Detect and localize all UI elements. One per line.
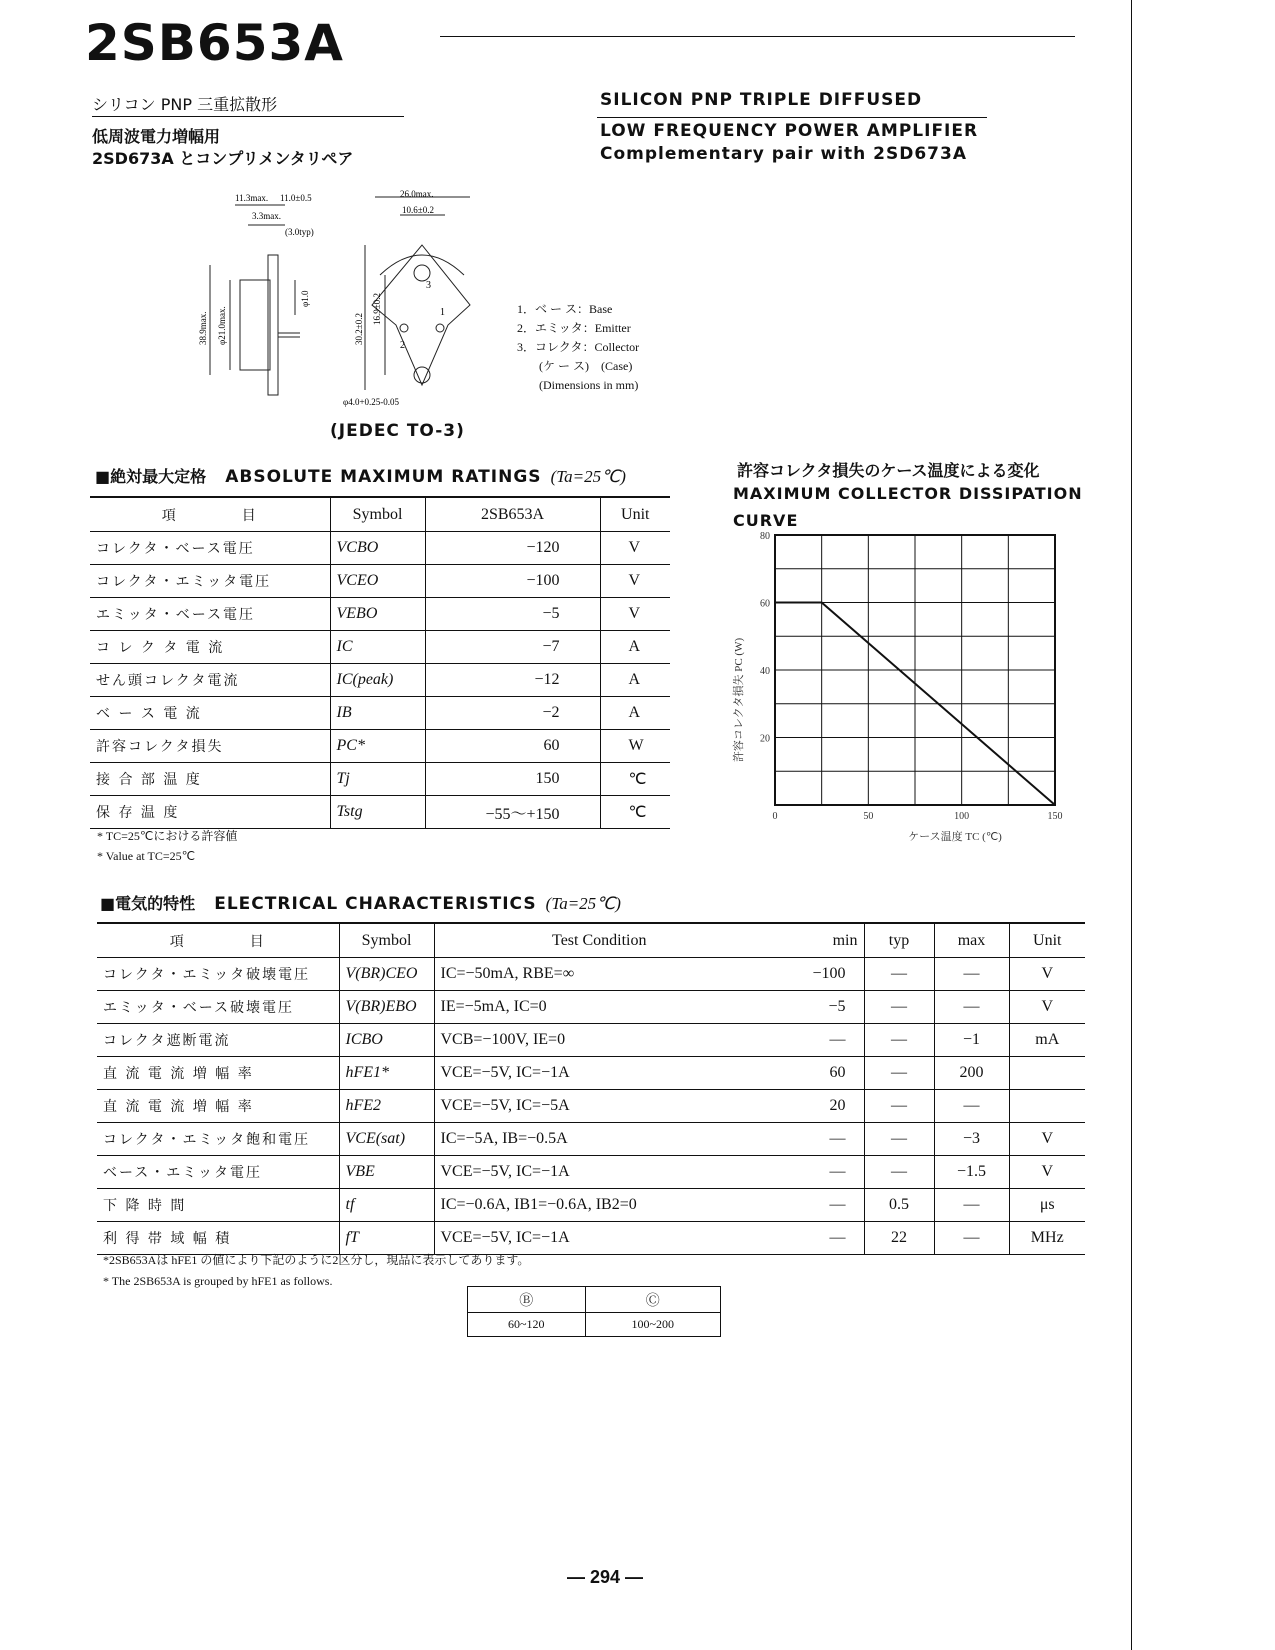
row-item: 接 合 部 温 度 [96,772,202,788]
x-tick-label: 0 [772,811,778,822]
row-max: — [934,1189,1009,1222]
row-unit: V [600,598,670,631]
row-item: エミッタ・ベース破壊電圧 [103,1000,295,1016]
pin-number: 2 [400,340,405,351]
row-unit [1009,1090,1085,1123]
row-symbol: IC [330,631,425,664]
jp-header-rule [92,116,404,117]
row-max: −1.5 [934,1156,1009,1189]
abs-max-header-row [90,497,670,532]
x-tick-label: 150 [1047,811,1063,822]
abs-max-row [90,532,670,565]
row-symbol: IC(peak) [330,664,425,697]
row-unit [1009,1057,1085,1090]
row-typ: — [864,1156,934,1189]
header-symbol: Symbol [339,923,434,958]
dissipation-chart [728,530,1068,850]
row-max: — [934,958,1009,991]
row-min: — [829,1130,846,1147]
y-tick-label: 60 [760,598,770,610]
row-max: — [934,1090,1009,1123]
row-typ: — [864,1123,934,1156]
row-condition: VCE=−5V, IC=−5A [434,1090,764,1123]
elec-row [97,1090,1085,1123]
curve-title-en-1: MAXIMUM COLLECTOR DISSIPATION [733,484,1083,503]
en-pair: Complementary pair with 2SD673A [600,144,967,164]
pin-legend-item: (Dimensions in mm) [539,378,639,392]
row-symbol: hFE1* [339,1057,434,1090]
row-typ: 22 [864,1222,934,1255]
group-range-c: 100~200 [585,1313,720,1337]
row-symbol: hFE2 [339,1090,434,1123]
row-min: — [829,1163,846,1180]
x-tick-label: 50 [863,811,874,822]
group-range-b: 60~120 [468,1313,586,1337]
row-condition: VCB=−100V, IE=0 [434,1024,764,1057]
abs-max-title-jp: ■絶対最大定格 [95,467,207,486]
row-min: −5 [828,998,846,1015]
header-item: 項 目 [161,507,258,524]
row-item: コレクタ・エミッタ破壊電圧 [103,967,311,983]
elec-title-en: ELECTRICAL CHARACTERISTICS [214,894,537,914]
row-max: — [934,991,1009,1024]
page-edge-rule [1131,0,1132,1650]
jp-type: シリコン PNP 三重拡散形 [92,95,278,114]
row-item: ベ ー ス 電 流 [96,706,202,722]
abs-max-heading [95,464,626,487]
row-symbol: Tstg [330,796,425,829]
abs-max-row [90,730,670,763]
row-typ: — [864,1057,934,1090]
dim-label: 11.3max. [235,193,269,203]
elec-heading [100,891,621,914]
header-max: max [934,923,1009,958]
package-name: (JEDEC TO-3) [330,421,465,441]
dim-label: 38.9max. [198,311,208,345]
en-type: SILICON PNP TRIPLE DIFFUSED [600,90,923,110]
elec-row [97,1189,1085,1222]
row-item: 直 流 電 流 増 幅 率 [103,1066,254,1082]
dim-label: 30.2±0.2 [354,313,364,345]
row-unit: A [600,631,670,664]
row-value: −120 [425,532,600,565]
row-value: −2 [425,697,600,730]
elec-row [97,1156,1085,1189]
row-item: せん頭コレクタ電流 [96,673,240,689]
row-unit: W [600,730,670,763]
y-axis-label: 許容コレクタ損失 PC (W) [733,637,745,763]
row-item: コレクタ・ベース電圧 [96,541,255,557]
row-symbol: V(BR)EBO [339,991,434,1024]
header-symbol: Symbol [330,497,425,532]
row-typ: — [864,1024,934,1057]
row-item: ベース・エミッタ電圧 [103,1165,263,1181]
elec-row [97,1024,1085,1057]
row-min: — [829,1031,846,1048]
note-jp: *2SB653Aは hFE1 の値により下記のように2区分し，現品に表示してあります。 [103,1253,530,1267]
row-min: — [829,1229,846,1246]
curve-title-en-2: CURVE [733,511,799,530]
en-usage: LOW FREQUENCY POWER AMPLIFIER [600,121,979,141]
abs-max-row [90,631,670,664]
row-unit: mA [1009,1024,1085,1057]
row-condition: VCE=−5V, IC=−1A [434,1222,764,1255]
row-unit: ℃ [600,796,670,829]
row-value: −55〜+150 [425,796,600,829]
abs-max-row [90,664,670,697]
header-unit: Unit [600,497,670,532]
row-unit: V [1009,991,1085,1024]
row-item: コレクタ遮断電流 [103,1033,231,1049]
row-symbol: VBE [339,1156,434,1189]
row-unit: A [600,697,670,730]
row-item: コ レ ク タ 電 流 [96,640,225,656]
row-symbol: VCBO [330,532,425,565]
elec-row [97,958,1085,991]
elec-notes [103,1250,529,1292]
row-min: −100 [812,965,846,982]
x-axis-label: ケース温度 TC (℃) [908,831,1002,843]
row-item: 直 流 電 流 増 幅 率 [103,1099,254,1115]
row-symbol: V(BR)CEO [339,958,434,991]
dim-label: 11.0±0.5 [280,193,312,203]
abs-max-notes [97,826,237,866]
note-en: * The 2SB653A is grouped by hFE1 as follows. [103,1274,333,1288]
pin-legend [517,300,639,395]
header-condition: Test Condition [434,923,764,958]
elec-condition: (Ta=25℃) [545,894,621,913]
pin-legend-item: (ケ ー ス) (Case) [539,359,633,373]
row-max: −3 [934,1123,1009,1156]
group-label-c: Ⓒ [585,1287,720,1313]
en-header-rule [597,117,987,118]
elec-title-jp: ■電気的特性 [100,894,196,913]
row-item: 保 存 温 度 [96,805,180,821]
title-rule [440,36,1075,37]
row-min: — [829,1196,846,1213]
dim-label: 26.0max. [400,189,434,199]
abs-max-row [90,796,670,829]
row-condition: IC=−50mA, RBE=∞ [434,958,764,991]
note-en: * Value at TC=25℃ [97,849,196,863]
row-item: コレクタ・エミッタ電圧 [96,574,272,590]
row-unit: MHz [1009,1222,1085,1255]
part-number-title: 2SB653A [85,14,344,72]
row-item: 利 得 帯 域 幅 積 [103,1231,232,1247]
row-unit: V [600,532,670,565]
elec-row [97,991,1085,1024]
row-typ: — [864,1090,934,1123]
elec-header-row [97,923,1085,958]
row-symbol: VCEO [330,565,425,598]
header-value: 2SB653A [425,497,600,532]
row-value: 150 [425,763,600,796]
row-unit: ℃ [600,763,670,796]
x-tick-label: 100 [954,811,970,822]
abs-max-title-en: ABSOLUTE MAXIMUM RATINGS [225,467,542,487]
row-value: −12 [425,664,600,697]
y-tick-label: 40 [760,666,770,677]
dim-label: φ4.0+0.25-0.05 [343,397,400,407]
dim-label: 10.6±0.2 [402,205,434,215]
pin-legend-item: 2．エミッタ：Emitter [517,321,631,335]
row-max: −1 [934,1024,1009,1057]
row-symbol: PC* [330,730,425,763]
row-min: 60 [829,1064,846,1081]
abs-max-row [90,565,670,598]
dim-label: 3.3max. [252,211,281,221]
row-value: −7 [425,631,600,664]
y-tick-label: 20 [760,733,770,745]
row-item: 許容コレクタ損失 [96,739,224,755]
row-min: 20 [829,1097,846,1114]
row-condition: IE=−5mA, IC=0 [434,991,764,1024]
pin-legend-item: 1．ベ ー ス：Base [517,302,613,316]
pin-number: 3 [426,280,431,291]
header-typ: typ [864,923,934,958]
jp-pair: 2SD673A とコンプリメンタリペア [92,149,354,168]
row-item: 下 降 時 間 [103,1198,187,1214]
row-unit: V [1009,958,1085,991]
dim-label: (3.0typ) [285,227,314,237]
row-typ: — [864,958,934,991]
note-jp: * TC=25℃における許容値 [97,829,238,843]
row-max: 200 [934,1057,1009,1090]
row-typ: — [864,991,934,1024]
curve-title-jp: 許容コレクタ損失のケース温度による変化 [737,461,1040,480]
row-unit: V [600,565,670,598]
hfe-group-table [467,1286,721,1337]
elec-row [97,1057,1085,1090]
abs-max-row [90,763,670,796]
abs-max-row [90,697,670,730]
row-max: — [934,1222,1009,1255]
pin-legend-item: 3．コレクタ：Collector [517,340,640,354]
dim-label: φ1.0 [300,290,310,307]
group-label-b: Ⓑ [468,1287,586,1313]
row-symbol: IB [330,697,425,730]
row-unit: μs [1009,1189,1085,1222]
elec-table [97,922,1085,1255]
jp-usage: 低周波電力増幅用 [92,127,221,146]
row-value: −100 [425,565,600,598]
abs-max-row [90,598,670,631]
row-condition: VCE=−5V, IC=−1A [434,1057,764,1090]
row-condition: VCE=−5V, IC=−1A [434,1156,764,1189]
elec-row [97,1123,1085,1156]
row-symbol: VEBO [330,598,425,631]
page-number: — 294 — [567,1567,644,1587]
row-symbol: tf [339,1189,434,1222]
row-condition: IC=−0.6A, IB1=−0.6A, IB2=0 [434,1189,764,1222]
row-value: −5 [425,598,600,631]
row-item: コレクタ・エミッタ飽和電圧 [103,1132,311,1148]
row-condition: IC=−5A, IB=−0.5A [434,1123,764,1156]
row-unit: V [1009,1123,1085,1156]
row-typ: 0.5 [864,1189,934,1222]
row-value: 60 [425,730,600,763]
row-item: エミッタ・ベース電圧 [96,607,256,623]
abs-max-condition: (Ta=25℃) [550,467,626,486]
dim-label: φ21.0max. [217,306,227,345]
pin-number: 1 [440,307,445,318]
row-symbol: ICBO [339,1024,434,1057]
header-min: min [832,931,858,949]
row-unit: V [1009,1156,1085,1189]
header-unit: Unit [1009,923,1085,958]
abs-max-table [90,496,670,829]
row-symbol: fT [339,1222,434,1255]
row-symbol: VCE(sat) [339,1123,434,1156]
dim-label: 16.9±0.2 [372,293,382,325]
package-drawing [190,185,490,420]
y-tick-label: 80 [760,531,770,542]
row-symbol: Tj [330,763,425,796]
header-item: 項 目 [169,933,266,950]
row-unit: A [600,664,670,697]
